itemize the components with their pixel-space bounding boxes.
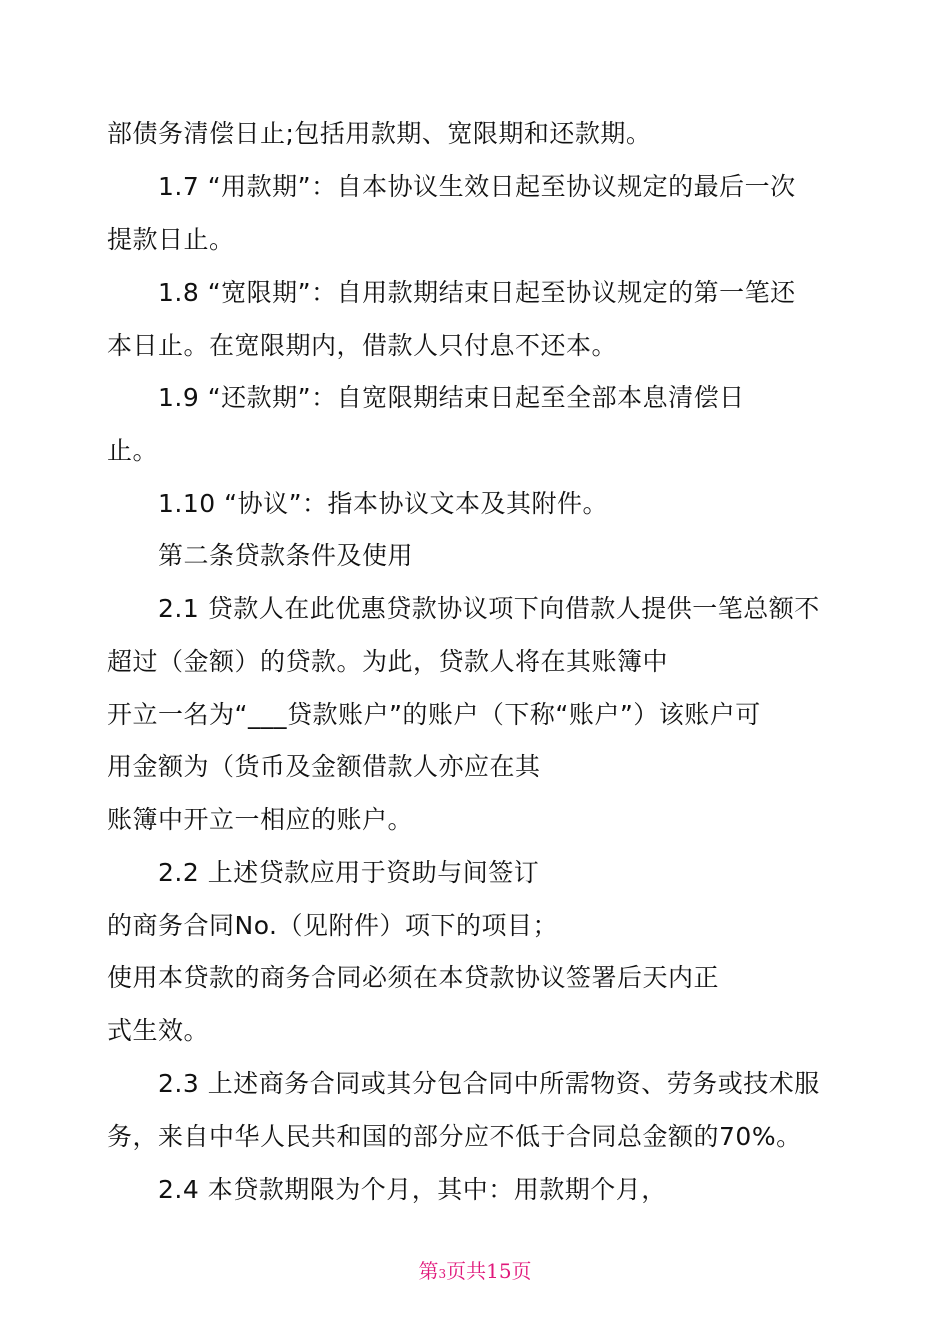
text-line: 止。 [107, 436, 159, 465]
text-line: 2.2 上述贷款应用于资助与间签订 [158, 858, 540, 887]
text-line: 2.4 本贷款期限为个月，其中：用款期个月， [158, 1175, 667, 1204]
footer-page-number: 3 [438, 1267, 447, 1281]
text-line: 2.1 贷款人在此优惠贷款协议项下向借款人提供一笔总额不 [158, 594, 820, 623]
text-line: 1.10 “协议”：指本协议文本及其附件。 [158, 489, 609, 518]
text-line: 提款日止。 [107, 225, 235, 254]
text-line: 本日止。在宽限期内，借款人只付息不还本。 [107, 331, 618, 360]
page-footer [0, 1258, 950, 1287]
text-line: 务，来自中华人民共和国的部分应不低于合同总金额的70%。 [107, 1122, 802, 1151]
footer-middle: 页共 [446, 1259, 487, 1283]
text-line: 使用本贷款的商务合同必须在本贷款协议签署后天内正 [107, 963, 720, 992]
text-line: 超过（金额）的贷款。为此，贷款人将在其账簿中 [107, 647, 669, 676]
footer-prefix: 第 [418, 1259, 439, 1283]
text-line: 1.7 “用款期”：自本协议生效日起至协议规定的最后一次 [158, 172, 796, 201]
text-line: 2.3 上述商务合同或其分包合同中所需物资、劳务或技术服 [158, 1069, 820, 1098]
text-line: 式生效。 [107, 1016, 210, 1045]
section-heading: 第二条贷款条件及使用 [158, 541, 414, 570]
footer-suffix: 页 [511, 1259, 532, 1283]
text-line: 账簿中开立一相应的账户。 [107, 805, 414, 834]
text-line: 开立一名为“___贷款账户”的账户（下称“账户”）该账户可 [107, 700, 761, 729]
footer-total-pages: 15 [486, 1259, 512, 1283]
text-line: 用金额为（货币及金额借款人亦应在其 [107, 752, 541, 781]
text-line: 的商务合同No.（见附件）项下的项目； [107, 911, 559, 940]
text-line: 1.9 “还款期”：自宽限期结束日起至全部本息清偿日 [158, 383, 745, 412]
text-line: 部债务清偿日止;包括用款期、宽限期和还款期。 [107, 119, 652, 148]
text-line: 1.8 “宽限期”：自用款期结束日起至协议规定的第一笔还 [158, 278, 796, 307]
